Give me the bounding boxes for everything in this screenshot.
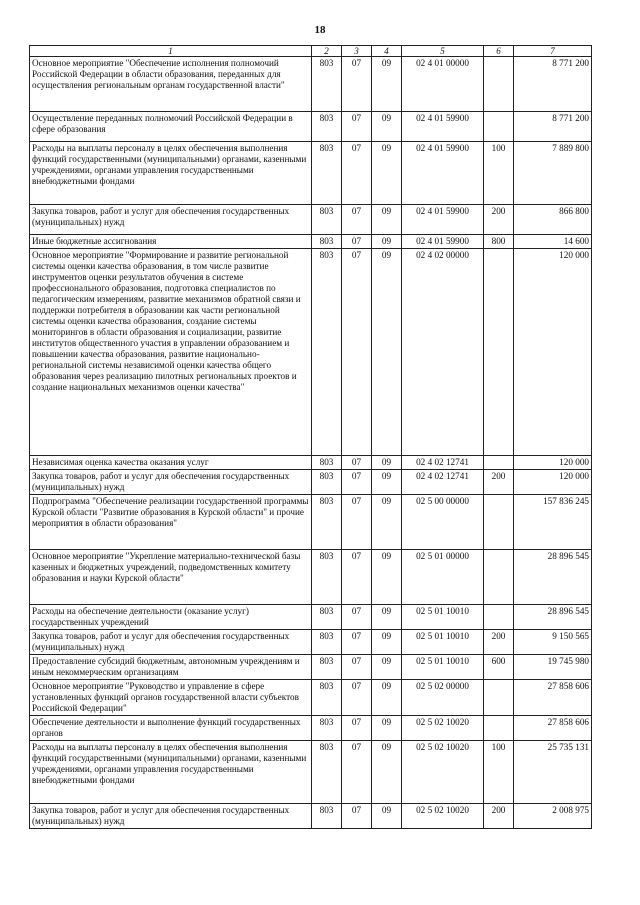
cell-subsection: 09	[372, 205, 402, 235]
table-row	[30, 249, 592, 456]
table-row	[30, 741, 592, 804]
cell-section: 07	[342, 235, 372, 249]
cell-name: Расходы на выплаты персоналу в целях обеспечения выполнения функций государственными (муниципальными) органами, казенными учреждениями, органами управления государственными внебюджетными фондами	[30, 142, 312, 205]
cell-target-code: 02 5 01 00000	[402, 550, 484, 605]
cell-subsection: 09	[372, 680, 402, 716]
cell-target-code: 02 4 02 12741	[402, 470, 484, 495]
cell-target-code: 02 5 00 00000	[402, 495, 484, 550]
cell-amount: 120 000	[514, 249, 592, 456]
col-header-subsection: 4	[372, 46, 402, 57]
cell-ministry: 803	[312, 112, 342, 142]
header-row	[30, 46, 592, 57]
cell-expense-type	[484, 57, 514, 112]
cell-section: 07	[342, 716, 372, 741]
cell-subsection: 09	[372, 57, 402, 112]
cell-name: Основное мероприятие "Формирование и развитие региональной системы оценки качества образования, в том числе развитие инструментов оценки результатов обучения в системе профессионального образования, подготовка специалистов по педагогическим измерениям, развитие механизмов обратной связи и поддержки потребителя в образовании как части региональной системы оценки качества образования, создание системы мониторингов в области образования и социализации, развитие институтов общественного участия в управлении образованием и повышении качества образования, развитие национально-региональной системы независимой оценки качества общего образования через реализацию пилотных региональных проектов и создание национальных механизмов оценки качества"	[30, 249, 312, 456]
table-row	[30, 205, 592, 235]
cell-target-code: 02 5 01 10010	[402, 630, 484, 655]
cell-target-code: 02 4 01 00000	[402, 57, 484, 112]
col-header-target-code: 5	[402, 46, 484, 57]
page-number: 18	[314, 24, 326, 36]
table-row	[30, 470, 592, 495]
cell-expense-type	[484, 456, 514, 470]
cell-subsection: 09	[372, 249, 402, 456]
cell-name: Иные бюджетные ассигнования	[30, 235, 312, 249]
cell-ministry: 803	[312, 205, 342, 235]
cell-section: 07	[342, 605, 372, 630]
cell-ministry: 803	[312, 804, 342, 829]
cell-section: 07	[342, 680, 372, 716]
cell-amount: 14 600	[514, 235, 592, 249]
cell-subsection: 09	[372, 741, 402, 804]
table-row	[30, 716, 592, 741]
cell-ministry: 803	[312, 470, 342, 495]
cell-section: 07	[342, 57, 372, 112]
cell-amount: 8 771 200	[514, 112, 592, 142]
col-header-name: 1	[30, 46, 312, 57]
budget-table	[29, 45, 592, 829]
cell-section: 07	[342, 655, 372, 680]
cell-amount: 27 858 606	[514, 680, 592, 716]
cell-target-code: 02 4 02 00000	[402, 249, 484, 456]
cell-section: 07	[342, 630, 372, 655]
cell-name: Расходы на обеспечение деятельности (оказание услуг) государственных учреждений	[30, 605, 312, 630]
cell-ministry: 803	[312, 741, 342, 804]
cell-subsection: 09	[372, 456, 402, 470]
cell-expense-type	[484, 550, 514, 605]
cell-expense-type: 200	[484, 630, 514, 655]
cell-target-code: 02 4 01 59900	[402, 205, 484, 235]
cell-amount: 120 000	[514, 456, 592, 470]
cell-section: 07	[342, 550, 372, 605]
cell-amount: 120 000	[514, 470, 592, 495]
cell-expense-type: 600	[484, 655, 514, 680]
cell-amount: 8 771 200	[514, 57, 592, 112]
cell-ministry: 803	[312, 655, 342, 680]
cell-target-code: 02 5 01 10010	[402, 655, 484, 680]
cell-ministry: 803	[312, 235, 342, 249]
cell-name: Обеспечение деятельности и выполнение функций государственных органов	[30, 716, 312, 741]
cell-section: 07	[342, 495, 372, 550]
cell-ministry: 803	[312, 142, 342, 205]
cell-expense-type	[484, 495, 514, 550]
cell-expense-type	[484, 605, 514, 630]
cell-subsection: 09	[372, 470, 402, 495]
table-row	[30, 605, 592, 630]
cell-expense-type: 100	[484, 741, 514, 804]
cell-ministry: 803	[312, 630, 342, 655]
cell-expense-type: 200	[484, 804, 514, 829]
cell-amount: 866 800	[514, 205, 592, 235]
table-row	[30, 57, 592, 112]
cell-target-code: 02 5 02 10020	[402, 804, 484, 829]
cell-expense-type	[484, 112, 514, 142]
cell-name: Независимая оценка качества оказания услуг	[30, 456, 312, 470]
cell-subsection: 09	[372, 804, 402, 829]
cell-amount: 27 858 606	[514, 716, 592, 741]
cell-section: 07	[342, 456, 372, 470]
cell-name: Основное мероприятие "Обеспечение исполнения полномочий Российской Федерации в области образования, переданных для осуществления региональным органам государственной власти"	[30, 57, 312, 112]
col-header-ministry: 2	[312, 46, 342, 57]
cell-section: 07	[342, 142, 372, 205]
table-row	[30, 235, 592, 249]
cell-target-code: 02 5 01 10010	[402, 605, 484, 630]
cell-ministry: 803	[312, 605, 342, 630]
cell-name: Предоставление субсидий бюджетным, автономным учреждениям и иным некоммерческим организациям	[30, 655, 312, 680]
cell-subsection: 09	[372, 605, 402, 630]
cell-name: Подпрограмма "Обеспечение реализации государственной программы Курской области "Развитие образования в Курской области" и прочие мероприятия в области образования"	[30, 495, 312, 550]
cell-name: Расходы на выплаты персоналу в целях обеспечения выполнения функций государственными (муниципальными) органами, казенными учреждениями, органами управления государственными внебюджетными фондами	[30, 741, 312, 804]
cell-ministry: 803	[312, 680, 342, 716]
cell-expense-type	[484, 249, 514, 456]
cell-ministry: 803	[312, 249, 342, 456]
col-header-section: 3	[342, 46, 372, 57]
table-row	[30, 456, 592, 470]
col-header-expense-type: 6	[484, 46, 514, 57]
cell-name: Закупка товаров, работ и услуг для обеспечения государственных (муниципальных) нужд	[30, 630, 312, 655]
table-row	[30, 550, 592, 605]
cell-target-code: 02 4 01 59900	[402, 142, 484, 205]
cell-ministry: 803	[312, 57, 342, 112]
cell-target-code: 02 4 02 12741	[402, 456, 484, 470]
cell-subsection: 09	[372, 235, 402, 249]
cell-ministry: 803	[312, 716, 342, 741]
cell-subsection: 09	[372, 142, 402, 205]
cell-subsection: 09	[372, 112, 402, 142]
cell-target-code: 02 4 01 59900	[402, 235, 484, 249]
cell-target-code: 02 5 02 10020	[402, 741, 484, 804]
col-header-amount: 7	[514, 46, 592, 57]
cell-section: 07	[342, 205, 372, 235]
cell-amount: 19 745 980	[514, 655, 592, 680]
cell-target-code: 02 5 02 00000	[402, 680, 484, 716]
table-row	[30, 680, 592, 716]
cell-subsection: 09	[372, 495, 402, 550]
cell-ministry: 803	[312, 456, 342, 470]
cell-section: 07	[342, 470, 372, 495]
cell-name: Осуществление переданных полномочий Российской Федерации в сфере образования	[30, 112, 312, 142]
cell-amount: 7 889 800	[514, 142, 592, 205]
cell-amount: 9 150 565	[514, 630, 592, 655]
cell-name: Основное мероприятие "Руководство и управление в сфере установленных функций органов государственной власти субъектов Российской Федерации"	[30, 680, 312, 716]
cell-subsection: 09	[372, 550, 402, 605]
cell-ministry: 803	[312, 495, 342, 550]
cell-expense-type: 100	[484, 142, 514, 205]
cell-subsection: 09	[372, 630, 402, 655]
table-row	[30, 142, 592, 205]
cell-expense-type: 800	[484, 235, 514, 249]
cell-subsection: 09	[372, 655, 402, 680]
cell-name: Закупка товаров, работ и услуг для обеспечения государственных (муниципальных) нужд	[30, 205, 312, 235]
cell-expense-type	[484, 680, 514, 716]
cell-name: Закупка товаров, работ и услуг для обеспечения государственных (муниципальных) нужд	[30, 470, 312, 495]
cell-section: 07	[342, 741, 372, 804]
table-row	[30, 112, 592, 142]
table-row	[30, 655, 592, 680]
cell-amount: 2 008 975	[514, 804, 592, 829]
cell-section: 07	[342, 112, 372, 142]
cell-amount: 25 735 131	[514, 741, 592, 804]
table-row	[30, 630, 592, 655]
cell-amount: 28 896 545	[514, 550, 592, 605]
cell-ministry: 803	[312, 550, 342, 605]
table-row	[30, 495, 592, 550]
cell-section: 07	[342, 249, 372, 456]
cell-section: 07	[342, 804, 372, 829]
cell-target-code: 02 5 02 10020	[402, 716, 484, 741]
cell-target-code: 02 4 01 59900	[402, 112, 484, 142]
table-row	[30, 804, 592, 829]
cell-subsection: 09	[372, 716, 402, 741]
cell-expense-type: 200	[484, 205, 514, 235]
cell-amount: 28 896 545	[514, 605, 592, 630]
cell-expense-type	[484, 716, 514, 741]
cell-name: Закупка товаров, работ и услуг для обеспечения государственных (муниципальных) нужд	[30, 804, 312, 829]
cell-expense-type: 200	[484, 470, 514, 495]
cell-amount: 157 836 245	[514, 495, 592, 550]
cell-name: Основное мероприятие "Укрепление материально-технической базы казенных и бюджетных учреждений, подведомственных комитету образования и науки Курской области"	[30, 550, 312, 605]
